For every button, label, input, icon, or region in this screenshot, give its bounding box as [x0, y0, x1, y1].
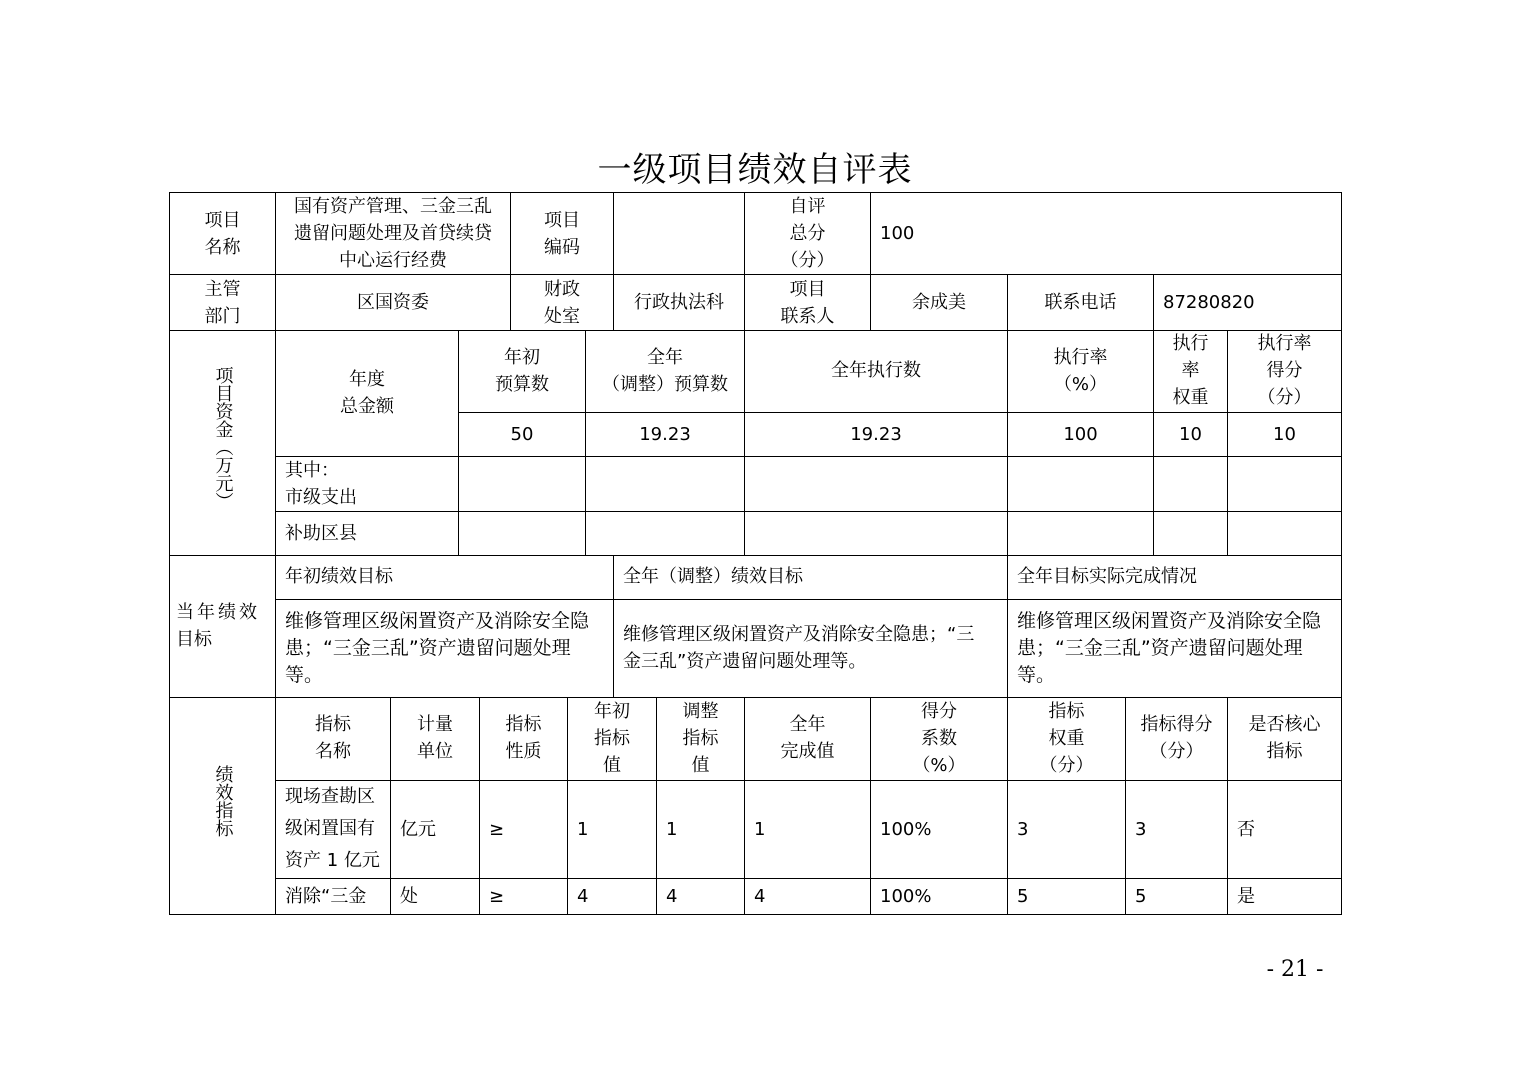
actual-goal-text: 维修管理区级闲置资产及消除安全隐 患；“三金三乱”资产遗留问题处理 等。 — [1008, 599, 1342, 697]
indicator-name: 消除“三金 — [276, 878, 391, 914]
annual-total-header: 年度 总金额 — [276, 330, 459, 456]
empty-cell — [586, 456, 745, 511]
table-row — [170, 780, 1342, 878]
rate-header: 执行率 （%） — [1008, 330, 1154, 412]
core-header: 是否核心 指标 — [1228, 697, 1342, 780]
empty-cell — [745, 456, 1008, 511]
indicators-table — [169, 697, 1342, 915]
adjusted-value: 4 — [657, 878, 745, 914]
coef-header: 得分 系数 （%） — [871, 697, 1008, 780]
executed-header: 全年执行数 — [745, 330, 1008, 412]
adjusted-value-header: 调整 指标 值 — [657, 697, 745, 780]
dept-label: 主管 部门 — [170, 275, 276, 331]
initial-budget-value: 50 — [459, 412, 586, 456]
rate-weight-header: 执行 率 权重 — [1154, 330, 1228, 412]
indicator-name-header: 指标 名称 — [276, 697, 391, 780]
rate-score-value: 10 — [1228, 412, 1342, 456]
actual-value: 1 — [745, 780, 871, 878]
nature-value: ≥ — [480, 780, 568, 878]
actual-value: 4 — [745, 878, 871, 914]
adjusted-goal-text: 维修管理区级闲置资产及消除安全隐患；“三 金三乱”资产遗留问题处理等。 — [614, 599, 1008, 697]
goals-table — [169, 555, 1342, 698]
core-value: 是 — [1228, 878, 1342, 914]
goals-section-label: 当年绩效 目标 — [170, 555, 276, 697]
unit-value: 处 — [391, 878, 480, 914]
empty-cell — [459, 456, 586, 511]
phone-value: 87280820 — [1154, 275, 1342, 331]
project-name-label: 项目 名称 — [170, 193, 276, 275]
rate-score-header: 执行率 得分 （分） — [1228, 330, 1342, 412]
unit-header: 计量 单位 — [391, 697, 480, 780]
funds-section-label: 项目资金（万元） — [170, 330, 276, 555]
table-row — [170, 878, 1342, 914]
initial-goal-text: 维修管理区级闲置资产及消除安全隐 患；“三金三乱”资产遗留问题处理 等。 — [276, 599, 614, 697]
weight-value: 5 — [1008, 878, 1126, 914]
phone-label: 联系电话 — [1008, 275, 1154, 331]
score-value: 5 — [1126, 878, 1228, 914]
initial-budget-header: 年初 预算数 — [459, 330, 586, 412]
coef-value: 100% — [871, 878, 1008, 914]
executed-value: 19.23 — [745, 412, 1008, 456]
finance-value: 行政执法科 — [614, 275, 745, 331]
initial-value: 4 — [568, 878, 657, 914]
rate-value: 100 — [1008, 412, 1154, 456]
score-header: 指标得分 （分） — [1126, 697, 1228, 780]
score-value: 3 — [1126, 780, 1228, 878]
unit-value: 亿元 — [391, 780, 480, 878]
weight-header: 指标 权重 （分） — [1008, 697, 1126, 780]
coef-value: 100% — [871, 780, 1008, 878]
empty-cell — [1154, 456, 1228, 511]
empty-cell — [586, 511, 745, 555]
core-value: 否 — [1228, 780, 1342, 878]
empty-cell — [1228, 456, 1342, 511]
actual-value-header: 全年 完成值 — [745, 697, 871, 780]
page-title: 一级项目绩效自评表 — [597, 150, 913, 190]
finance-label: 财政 处室 — [511, 275, 614, 331]
indicator-name: 现场查勘区 级闲置国有 资产 1 亿元 — [276, 780, 391, 878]
weight-value: 3 — [1008, 780, 1126, 878]
empty-cell — [1154, 511, 1228, 555]
adjusted-value: 1 — [657, 780, 745, 878]
rate-weight-value: 10 — [1154, 412, 1228, 456]
empty-cell — [459, 511, 586, 555]
empty-cell — [1008, 511, 1154, 555]
basic-info-table — [169, 192, 1342, 331]
project-code-label: 项目 编码 — [511, 193, 614, 275]
city-expense-label: 其中： 市级支出 — [276, 456, 459, 511]
empty-cell — [1008, 456, 1154, 511]
project-name-value: 国有资产管理、三金三乱 遗留问题处理及首贷续贷 中心运行经费 — [276, 193, 511, 275]
nature-header: 指标 性质 — [480, 697, 568, 780]
indicators-section-label: 绩效指标 — [170, 697, 276, 914]
adjusted-budget-header: 全年 （调整）预算数 — [586, 330, 745, 412]
empty-cell — [745, 511, 1008, 555]
dept-value: 区国资委 — [276, 275, 511, 331]
initial-value-header: 年初 指标 值 — [568, 697, 657, 780]
page-number: - 21 - — [1266, 957, 1324, 982]
actual-goal-header: 全年目标实际完成情况 — [1008, 555, 1342, 599]
nature-value: ≥ — [480, 878, 568, 914]
adjusted-goal-header: 全年（调整）绩效目标 — [614, 555, 1008, 599]
district-subsidy-label: 补助区县 — [276, 511, 459, 555]
project-code-value — [614, 193, 745, 275]
score-value: 100 — [871, 193, 1342, 275]
initial-goal-header: 年初绩效目标 — [276, 555, 614, 599]
empty-cell — [1228, 511, 1342, 555]
adjusted-budget-value: 19.23 — [586, 412, 745, 456]
funds-table — [169, 330, 1342, 556]
score-label: 自评 总分 （分） — [745, 193, 871, 275]
contact-label: 项目 联系人 — [745, 275, 871, 331]
contact-value: 余成美 — [871, 275, 1008, 331]
initial-value: 1 — [568, 780, 657, 878]
